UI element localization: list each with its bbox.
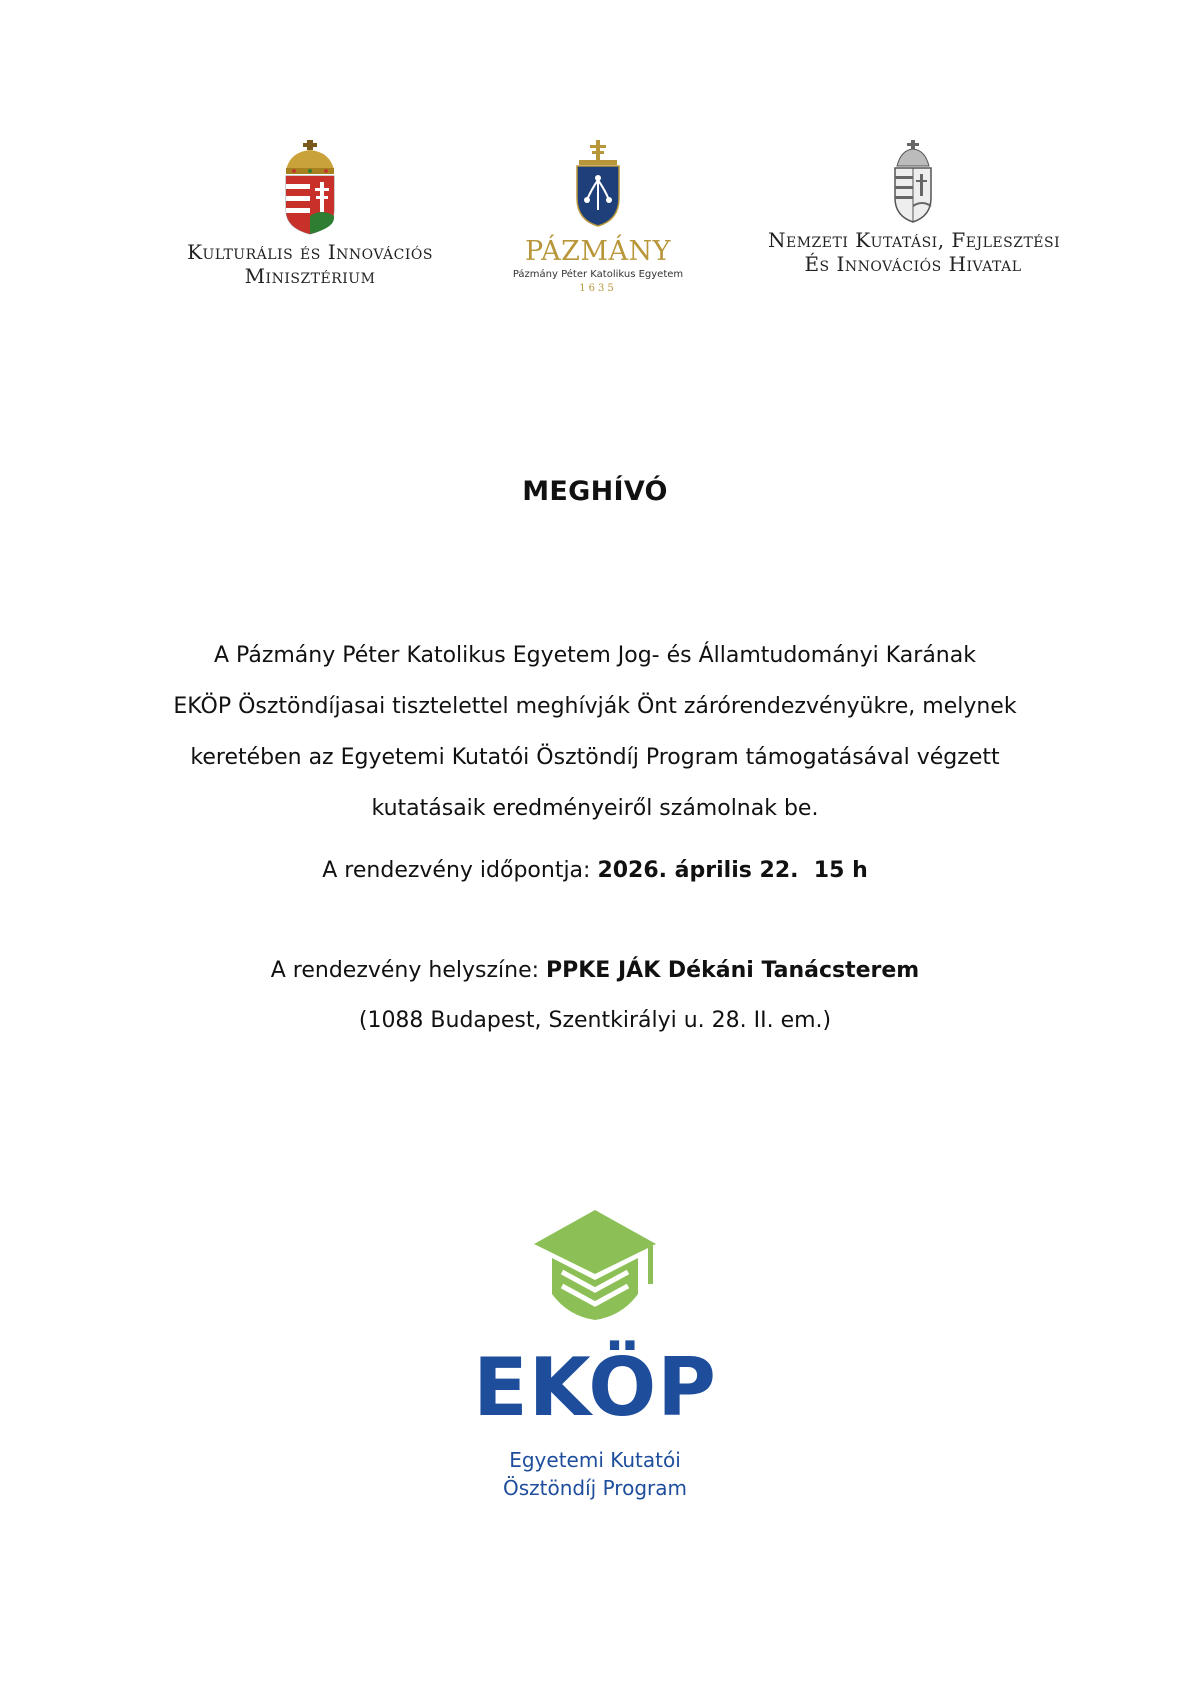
university-crest-icon — [573, 140, 623, 228]
event-date-value: 2026. április 22. 15 h — [597, 858, 868, 883]
grey-coat-of-arms-icon — [891, 140, 935, 224]
ekop-subtitle-line2: Ösztöndíj Program — [503, 1476, 687, 1500]
university-subtitle: Pázmány Péter Katolikus Egyetem — [512, 269, 684, 280]
ministry-name-line2: Minisztérium — [244, 264, 376, 288]
office-name-line2: És Innovációs Hivatal — [804, 252, 1022, 276]
event-venue-line — [0, 958, 1190, 983]
office-name-line1: Nemzeti Kutatási, Fejlesztési — [768, 228, 1061, 252]
graduation-cap-icon — [532, 1210, 658, 1328]
ekop-subtitle-line1: Egyetemi Kutatói — [509, 1448, 681, 1472]
hungarian-coat-of-arms-icon — [278, 140, 342, 236]
event-venue-label: A rendezvény helyszíne: — [270, 958, 547, 983]
office-logo — [768, 140, 1061, 276]
university-logo — [508, 140, 688, 294]
university-name: PÁZMÁNY — [524, 236, 672, 267]
paragraph-line: kutatásaik eredményeiről számolnak be. — [371, 796, 819, 821]
university-year: 1635 — [579, 283, 617, 294]
paragraph-line: EKÖP Ösztöndíjasai tisztelettel meghívják Önt zárórendezvényükre, melynek — [173, 694, 1017, 719]
event-venue-value: PPKE JÁK Dékáni Tanácsterem — [546, 958, 920, 983]
event-address: (1088 Budapest, Szentkirályi u. 28. II. em.) — [358, 1008, 832, 1033]
paragraph-line: A Pázmány Péter Katolikus Egyetem Jog- és Államtudományi Karának — [214, 643, 976, 668]
event-date-label: A rendezvény időpontja: — [322, 858, 598, 883]
paragraph-line: keretében az Egyetemi Kutatói Ösztöndíj Program támogatásával végzett — [190, 745, 1000, 770]
ministry-logo — [168, 140, 452, 288]
ministry-name-line1: Kulturális és Innovációs — [187, 240, 433, 264]
page-title: MEGHÍVÓ — [522, 476, 668, 507]
invitation-paragraph — [120, 630, 1070, 834]
event-date-line — [0, 858, 1190, 883]
ekop-wordmark: EKÖP — [473, 1341, 717, 1434]
ekop-logo — [470, 1210, 720, 1502]
